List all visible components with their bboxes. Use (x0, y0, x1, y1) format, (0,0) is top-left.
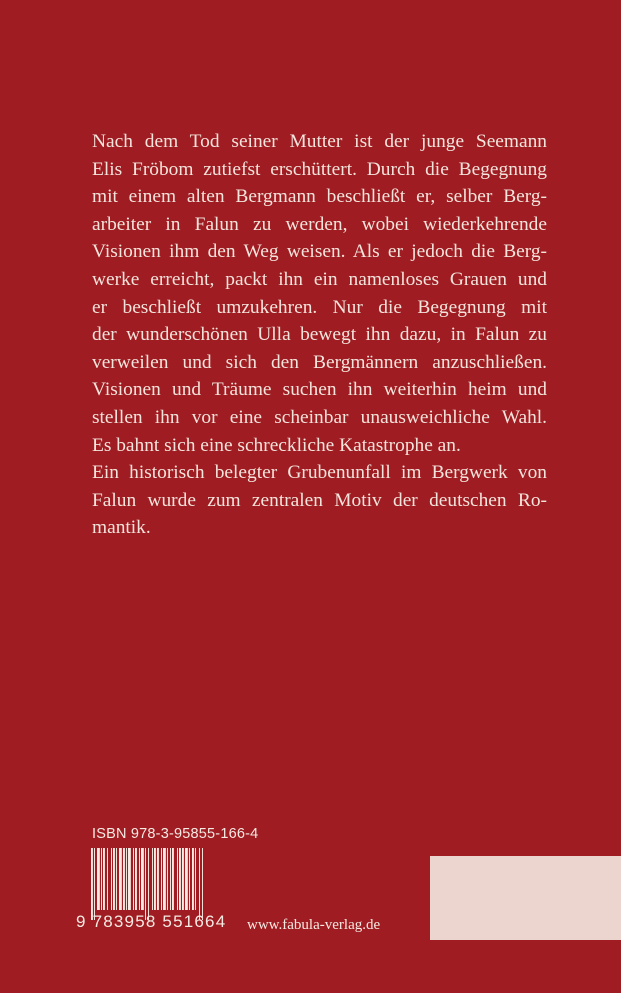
blurb-line: er beschließt umzukehren. Nur die Begegnung mit (92, 296, 547, 318)
publisher-url: www.fabula-verlag.de (247, 917, 381, 933)
barcode-bar (202, 848, 203, 920)
barcode-bar (94, 848, 95, 920)
blurb-line: mit einem alten Bergmann beschließt er, selber Berg- (92, 186, 547, 208)
barcode-bar (185, 848, 188, 910)
price-label-box (430, 856, 621, 940)
barcode-bar (119, 848, 122, 910)
barcode-bar (123, 848, 125, 910)
barcode-bar (141, 848, 144, 910)
blurb-line: Elis Fröbom zutiefst erschüttert. Durch die Begegnung (92, 158, 547, 180)
blurb-line: Es bahnt sich eine schreckliche Katastrophe an. (92, 434, 461, 456)
barcode-bar (91, 848, 93, 920)
back-cover-blurb (92, 128, 547, 542)
blurb-line: Visionen und Träume suchen ihn weiterhin heim und (92, 379, 547, 401)
barcode-bar (179, 848, 181, 910)
barcode-bar (148, 848, 149, 920)
isbn-label: ISBN 978-3-95855-166-4 (92, 826, 259, 842)
blurb-line: verweilen und sich den Bergmännern anzuschließen. (92, 351, 547, 373)
barcode-bar (182, 848, 184, 910)
barcode-bar (154, 848, 156, 910)
blurb-line: werke erreicht, packt ihn ein namenloses Grauen und (92, 268, 547, 290)
barcode-bar (133, 848, 134, 910)
barcode-bar (152, 848, 153, 910)
blurb-line: der wunderschönen Ulla bewegt ihn dazu, in Falun zu (92, 324, 547, 346)
barcode-bar (107, 848, 108, 910)
barcode-bar (111, 848, 112, 910)
barcode-bar (135, 848, 137, 910)
barcode-bar (192, 848, 194, 910)
barcode-bar (189, 848, 190, 910)
blurb-line: Nach dem Tod seiner Mutter ist der junge Seemann (92, 131, 547, 152)
blurb-line: stellen ihn vor eine scheinbar unausweichliche Wahl. (92, 406, 547, 428)
blurb-paragraph-1 (92, 128, 547, 459)
blurb-line: Visionen ihm den Weg weisen. Als er jedoch die Berg- (92, 241, 547, 263)
barcode-bar (157, 848, 159, 910)
barcode-bar (101, 848, 102, 910)
barcode-bar (97, 848, 100, 910)
blurb-line: mantik. (92, 517, 151, 539)
barcode-bar (177, 848, 178, 910)
barcode-bar (139, 848, 140, 910)
barcode-bar (195, 848, 196, 910)
barcode-bar (113, 848, 115, 910)
blurb-paragraph-2 (92, 459, 547, 542)
barcode-bar (199, 848, 200, 920)
blurb-line: Falun wurde zum zentralen Motiv der deutschen Ro- (92, 489, 547, 511)
barcode-bar (103, 848, 105, 910)
barcode-bar (128, 848, 131, 910)
barcode-bar (161, 848, 162, 910)
blurb-line: Ein historisch belegter Grubenunfall im Bergwerk von (92, 462, 547, 484)
barcode-bar (116, 848, 117, 910)
barcode-bar (126, 848, 127, 910)
barcode-bar (145, 848, 146, 920)
barcode-digits: 9 783958 551664 (76, 912, 227, 931)
barcode-bar (170, 848, 171, 910)
barcode-bar (172, 848, 174, 910)
barcode-bar (167, 848, 168, 910)
barcode-bar (163, 848, 166, 910)
barcode-icon (91, 848, 233, 920)
blurb-line: arbeiter in Falun zu werden, wobei wiederkehrende (92, 213, 547, 235)
